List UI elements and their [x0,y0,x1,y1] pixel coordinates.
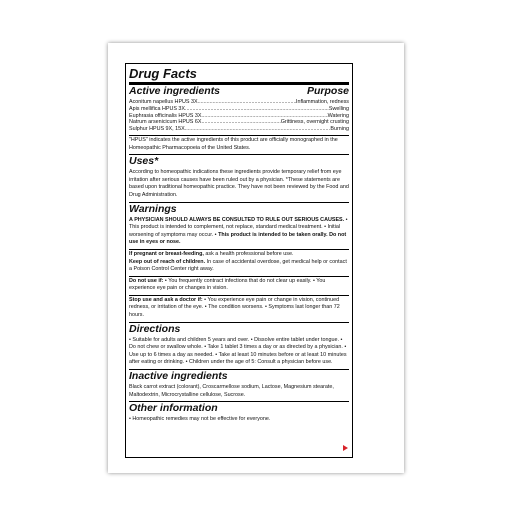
warning-bold: Do not use if: [129,277,164,284]
ingredient-row [129,119,349,126]
warning-text: In case of accidental overdose, get medical help or contact a Poison Control Center right away. [129,258,347,273]
other-information-section [129,402,349,426]
active-ingredients-header [129,85,349,98]
warnings-pregnancy [129,250,349,277]
active-ingredients-heading: Active ingredients [129,85,221,97]
inactive-ingredients-heading: Inactive ingredients [129,370,228,383]
ingredient-purpose: Swelling [328,105,349,112]
warnings-general [129,216,349,250]
warning-bold: This product is intended to be taken orally. Do not use in eyes or nose. [129,231,347,246]
warnings-section [129,203,349,323]
ingredient-purpose: Watering [327,112,349,119]
ingredient-name: Euphrasia officinalis HPUS 3X [129,112,202,119]
uses-section [129,155,349,202]
warning-text: • This product is intended to complement, not replace, standard medical treatment. • Initial worsening of symptoms may occur. • [129,216,348,238]
directions-heading: Directions [129,322,181,335]
purpose-heading: Purpose [306,85,349,97]
warnings-stop-use [129,296,349,322]
uses-heading: Uses* [129,155,159,168]
warnings-heading: Warnings [129,202,177,215]
ingredient-row [129,113,349,120]
ingredient-name: Aconitum napellus HPUS 3X [129,99,198,105]
directions-section [129,323,349,370]
other-information-text: • Homeopathic remedies may not be effective for everyone. [129,416,271,423]
warning-bold: Stop use and ask a doctor if: [129,296,203,303]
ingredient-purpose: Grittiness, overnight crusting [280,119,349,126]
drug-facts-title: Drug Facts [129,66,349,85]
ingredient-name: Sulphur HPUS 9X, 15X [129,126,185,133]
uses-text: According to homeopathic indications these ingredients provide temporary relief from eye irritation after serious causes have been ruled out by a physician. *These statements are based upon traditional homeopathic practice. They have not been reviewed by the Food and Drug Administration. [129,169,349,198]
warning-text: ask a health professional before use. [203,250,294,257]
inactive-ingredients-section [129,370,349,402]
ingredient-name: Apis mellifica HPUS 3X [129,105,186,112]
ingredient-list [129,98,349,136]
warning-text: • You frequently contract infections that do not clear up easily. • You experience eye pain or changes in vision. [129,277,326,292]
ingredient-row [129,126,349,133]
warning-bold: Keep out of reach of children. [129,258,206,265]
other-information-heading: Other information [129,402,218,415]
triangle-right-icon [343,445,348,451]
inactive-ingredients-text: Black carrot extract (colorant), Croscarmellose sodium, Lactose, Magnesium stearate, Maltodextrin, Microcrystalline cellulose, Sucrose. [129,384,334,398]
ingredient-purpose: Burning [330,126,349,133]
active-ingredients-section [129,85,349,155]
warnings-do-not-use [129,277,349,296]
warning-bold: If pregnant or breast-feeding, [129,250,204,257]
hpus-note: "HPUS" indicates the active ingredients of this product are officially monographed in the Homeopathic Pharmacopoeia of the United States. [129,136,338,151]
warning-bold: A PHYSICIAN SHOULD ALWAYS BE CONSULTED TO RULE OUT SERIOUS CAUSES. [129,216,345,223]
ingredient-name: Natrum arsenicicum HPUS 6X [129,119,202,126]
ingredient-purpose: Inflammation, redness [295,99,349,105]
ingredient-row [129,99,349,106]
ingredient-row [129,106,349,113]
warning-text: • You experience eye pain or change in vision, continued redness, or irritation of the eye. • The condition worsens. • Symptoms last longer than 72 hours. [129,296,340,319]
drug-facts-panel [125,63,353,458]
directions-text: • Suitable for adults and children 5 years and over. • Dissolve entire tablet under tongue. • Do not chew or swallow whole. • Take 1 tablet 3 times a day or as directed by a physician. • Use up to 6 times a day as needed. • Take at least 10 minutes before or at least 10 minutes after eating or drinking. • Children under the age of 5: Consult a physician before use. [129,336,347,366]
